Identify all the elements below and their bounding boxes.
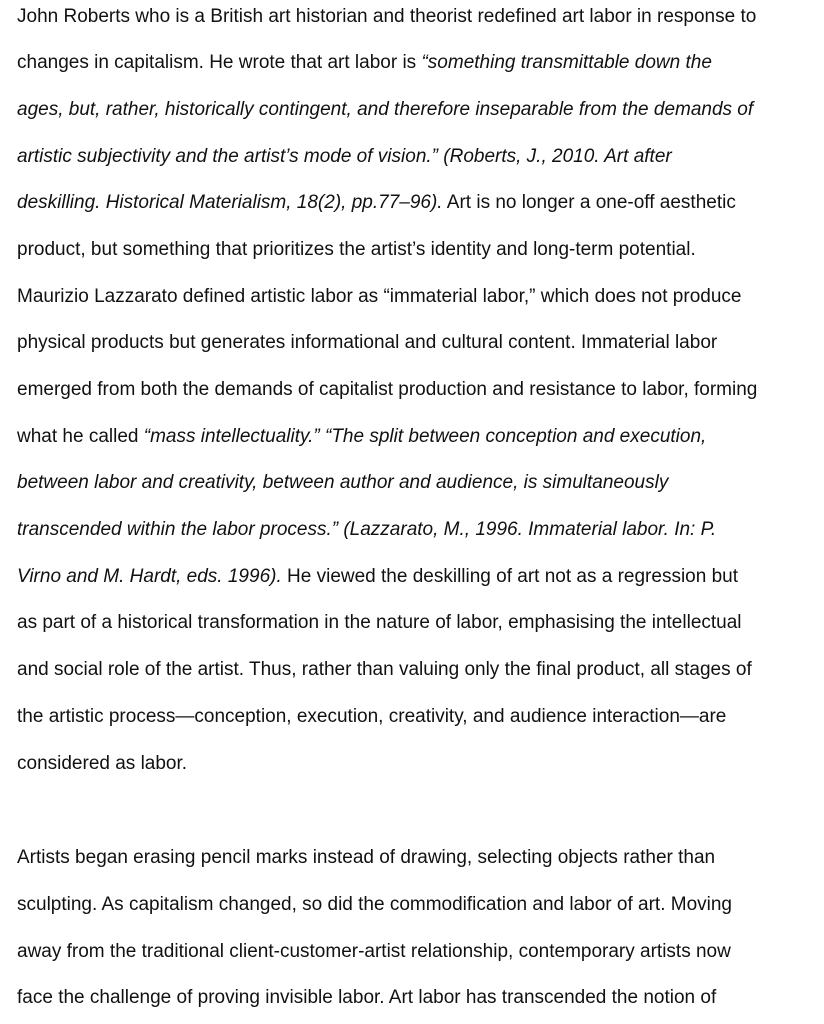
- text-segment: physical products but generates informational and cultural content. Immaterial labor: [17, 332, 718, 353]
- text-segment: what he called: [17, 426, 144, 447]
- text-segment: emerged from both the demands of capitalist production and resistance to labor, forming: [17, 379, 758, 400]
- text-line: [17, 375, 757, 405]
- text-line: [17, 188, 736, 218]
- text-segment: John Roberts who is a British art historian and theorist redefined art labor in response to: [17, 6, 757, 27]
- text-segment: product, but something that prioritizes the artist’s identity and long-term potential.: [17, 239, 696, 260]
- text-line: [17, 702, 726, 732]
- italic-text: “mass intellectuality.” “The split between conception and execution,: [143, 426, 707, 447]
- italic-text: artistic subjectivity and the artist’s mode of vision.” (Roberts, J., 2010. Art after: [17, 146, 672, 167]
- italic-text: transcended within the labor process.” (Lazzarato, M., 1996. Immaterial labor. In: P.: [17, 519, 717, 540]
- text-line: [17, 468, 668, 498]
- italic-text: “something transmittable down the: [421, 52, 712, 73]
- text-line: [17, 749, 187, 779]
- text-line: [17, 142, 672, 172]
- text-line: [17, 562, 738, 592]
- text-line: [17, 890, 732, 920]
- italic-text: between labor and creativity, between author and audience, is simultaneously: [17, 472, 669, 493]
- text-line: [17, 95, 753, 125]
- text-segment: He viewed the deskilling of art not as a regression but: [281, 566, 739, 587]
- italic-text: ages, but, rather, historically contingent, and therefore inseparable from the demands of: [17, 99, 754, 120]
- text-line: [17, 48, 712, 78]
- text-segment: Artists began erasing pencil marks instead of drawing, selecting objects rather than: [17, 847, 716, 868]
- text-segment: and social role of the artist. Thus, rather than valuing only the final product, all stages of: [17, 659, 752, 680]
- italic-text: deskilling. Historical Materialism, 18(2), pp.77–96).: [17, 192, 443, 213]
- text-segment: the artistic process—conception, execution, creativity, and audience interaction—are: [17, 706, 727, 727]
- text-line: [17, 235, 696, 265]
- text-line: [17, 515, 716, 545]
- text-line: [17, 282, 741, 312]
- text-segment: Maurizio Lazzarato defined artistic labor as “immaterial labor,” which does not produce: [17, 286, 742, 307]
- text-line: [17, 655, 752, 685]
- text-segment: face the challenge of proving invisible labor. Art labor has transcended the notion of: [17, 987, 717, 1008]
- text-segment: away from the traditional client-customer-artist relationship, contemporary artists now: [17, 941, 731, 962]
- text-line: [17, 328, 717, 358]
- text-line: [17, 2, 756, 32]
- italic-text: Virno and M. Hardt, eds. 1996).: [17, 566, 282, 587]
- text-segment: as part of a historical transformation in the nature of labor, emphasising the intellectual: [17, 612, 742, 633]
- text-segment: sculpting. As capitalism changed, so did the commodification and labor of art. Moving: [17, 894, 732, 915]
- text-segment: changes in capitalism. He wrote that art labor is: [17, 52, 422, 73]
- text-segment: considered as labor.: [17, 753, 188, 774]
- text-line: [17, 843, 715, 873]
- text-segment: Art is no longer a one-off aesthetic: [442, 192, 736, 213]
- text-line: [17, 983, 716, 1013]
- text-line: [17, 422, 706, 452]
- text-line: [17, 937, 731, 967]
- text-line: [17, 608, 742, 638]
